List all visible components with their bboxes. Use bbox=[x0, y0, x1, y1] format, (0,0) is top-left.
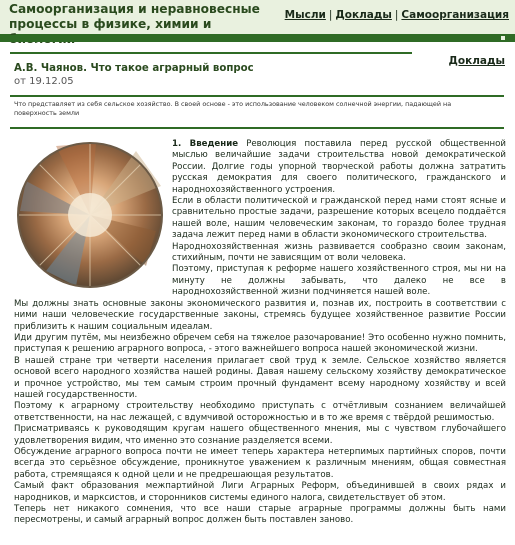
paragraph: Поэтому к аграрному строительству необходимо приступать с отчётливым сознанием величайшей ответственности, на нас лежащей, с вдумчивой осторожностью и в то же время с твёрдой решимостью. bbox=[14, 401, 506, 423]
nav-separator: | bbox=[394, 9, 399, 21]
paragraph: Самый факт образования межпартийной Лиги Аграрных Реформ, объединившей в своих рядах и народников, и марксистов, и сторонников системы единого налога, свидетельствует об этом. bbox=[14, 481, 506, 503]
paragraph-text: Революция поставила перед русской общественной мыслью величайшие задачи строительства новой демократической России. Долгие годы упорной творческой работы должна затратить русская демократия для своего политического, гражданского и народнохозяйственного устроения. bbox=[172, 139, 506, 195]
section-heading: 1. Введение bbox=[172, 139, 239, 149]
paragraph: Обсуждение аграрного вопроса почти не имеет теперь характера нетерпимых партийных споров, почти всегда это серьёзное обсуждение, проникнутое уважением к различным мнениям, общая совместная работа, стремящаяся к одной цели и не предрешающая результатов. bbox=[14, 446, 506, 480]
paragraph: Теперь нет никакого сомнения, что все наши старые аграрные программы должны быть нами пересмотрены, и самый аграрный вопрос должен быть поставлен заново. bbox=[14, 504, 506, 526]
article-body bbox=[14, 139, 506, 527]
paragraph: Мы должны знать основные законы экономического развития и, познав их, построить в соответствии с ними наши человеческие государственные законы, стремясь будущее хозяйственное развитие России приблизить к нашим социальным идеалам. bbox=[14, 298, 506, 332]
nav-link-reports[interactable]: Доклады bbox=[335, 9, 392, 21]
site-title[interactable]: Самоорганизация и неравновесные процессы в физике, химии и bbox=[9, 2, 260, 31]
side-link-reports[interactable]: Доклады bbox=[448, 55, 505, 67]
abstract-divider bbox=[10, 127, 504, 129]
nav-separator: | bbox=[328, 9, 333, 21]
title-divider bbox=[10, 95, 504, 97]
article-abstract: Что представляет из себя сельское хозяйство. В своей основе - это использование человеком солнечной энергии, падающей на поверхность земли bbox=[14, 100, 452, 117]
article-date: от 19.12.05 bbox=[14, 76, 74, 87]
paragraph: Если в области политической и гражданской перед нами стоят ясные и сравнительно простые задачи, разрешение которых всецело поддаётся нашей воле, нашим человеческим законам, то гораздо более трудная задача лежит перед нами в области экономического строительства. bbox=[172, 196, 506, 241]
paragraph: Присматриваясь к руководящим кругам нашего общественного мнения, мы с чувством глубочайшего удовлетворения видим, что именно это сознание разделяется всеми. bbox=[14, 424, 506, 446]
header-green-bar bbox=[0, 35, 515, 42]
paragraph bbox=[172, 139, 506, 196]
paragraph: В нашей стране три четверти населения прилагает свой труд к земле. Сельское хозяйство является основой всего народного хозяйства нашей родины. Давая нашему сельскому хозяйству демократическое и прочное устройство, мы тем самым строим прочный фундамент всему народному хозяйству и всей нашей государственности. bbox=[14, 355, 506, 400]
content-top-divider bbox=[10, 52, 412, 54]
article-title: А.В. Чаянов. Что такое аграрный вопрос bbox=[14, 63, 254, 74]
paragraph: Поэтому, приступая к реформе нашего хозяйственного строя, мы ни на минуту не должны забывать, что далеко не все в народнохозяйственной жизни подчиняется нашей воле. bbox=[172, 264, 506, 298]
site-header bbox=[0, 0, 515, 35]
paragraph: Иди другим путём, мы неизбежно обречем себя на тяжелое разочарование! Это особенно нужно помнить, приступая к решению аграрного вопроса, - этого важнейшего вопроса нашей экономической жизни. bbox=[14, 332, 506, 355]
nav-link-thoughts[interactable]: Мысли bbox=[284, 9, 326, 21]
top-nav bbox=[285, 9, 509, 21]
paragraph: Народнохозяйственная жизнь развивается сообразно своим законам, стихийным, почти не зависящим от воли человека. bbox=[172, 241, 506, 264]
green-bar-marker bbox=[501, 36, 505, 40]
nav-link-self-organization[interactable]: Самоорганизация bbox=[401, 9, 509, 21]
